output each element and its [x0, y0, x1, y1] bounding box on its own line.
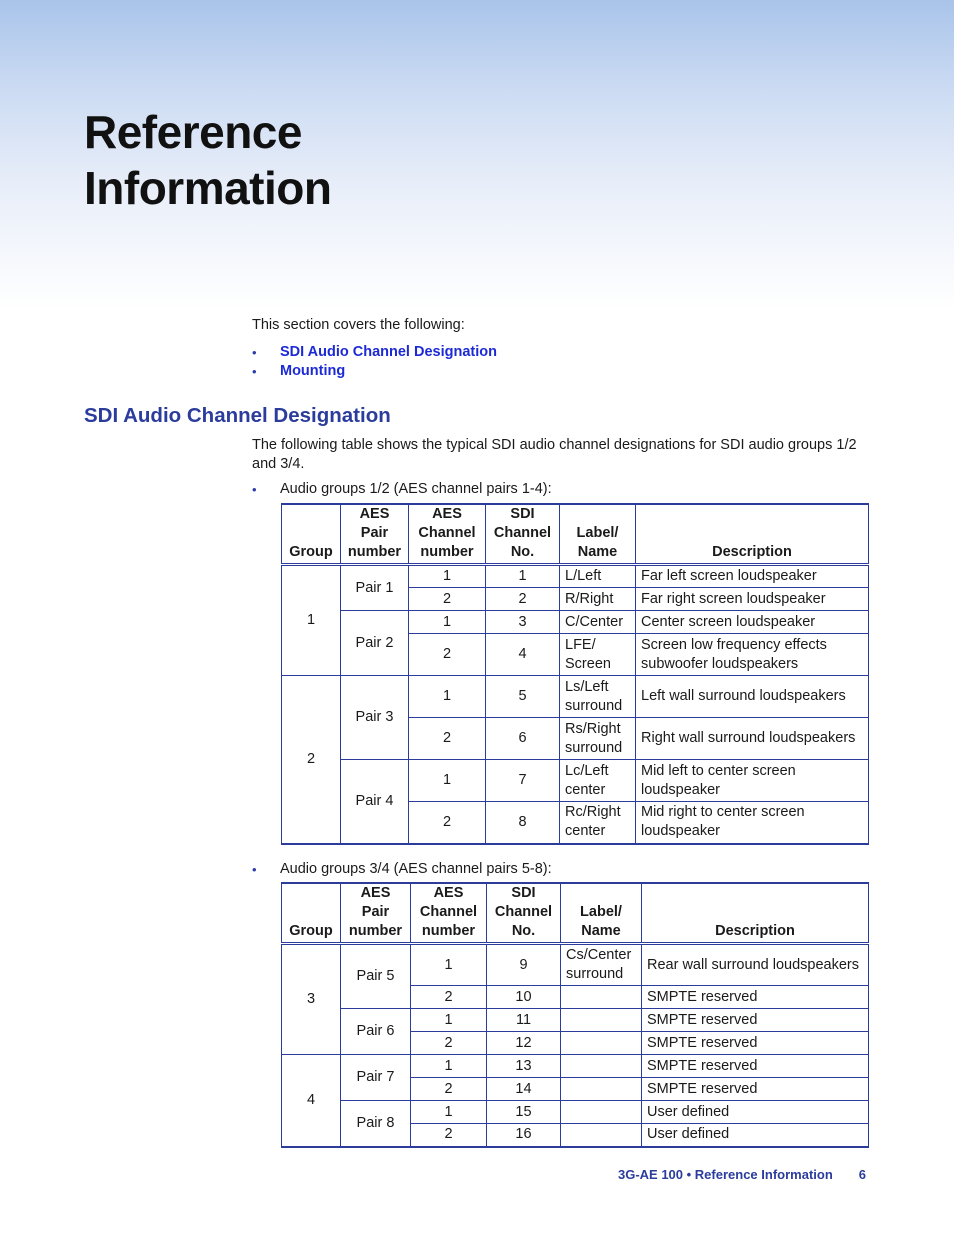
- sdi-channel-cell: 12: [487, 1032, 561, 1055]
- label-cell: Rs/Right surround: [560, 718, 636, 760]
- description-cell: SMPTE reserved: [642, 1078, 869, 1101]
- table-header-row: [282, 504, 869, 565]
- sdi-channel-cell: 8: [486, 802, 560, 844]
- header-description: Description: [642, 883, 869, 944]
- table-row: [282, 676, 869, 718]
- sdi-channel-cell: 1: [486, 565, 560, 588]
- table-row: [282, 565, 869, 588]
- aes-channel-cell: 2: [411, 1032, 487, 1055]
- page-footer: [618, 1167, 866, 1182]
- header-aes-channel: AES Channel number: [411, 883, 487, 944]
- header-aes-pair: AES Pair number: [341, 883, 411, 944]
- label-cell: Rc/Right center: [560, 802, 636, 844]
- sdi-channel-cell: 14: [487, 1078, 561, 1101]
- aes-channel-cell: 1: [409, 676, 486, 718]
- sdi-channel-cell: 4: [486, 634, 560, 676]
- aes-channel-cell: 1: [409, 565, 486, 588]
- sdi-channel-cell: 11: [487, 1009, 561, 1032]
- label-cell: L/Left: [560, 565, 636, 588]
- header-label: Label/ Name: [560, 504, 636, 565]
- label-cell: Ls/Left surround: [560, 676, 636, 718]
- pair-cell: Pair 7: [341, 1055, 411, 1101]
- pair-cell: Pair 2: [341, 611, 409, 676]
- label-cell: [561, 1032, 642, 1055]
- table-row: [282, 1055, 869, 1078]
- table-row: [282, 1009, 869, 1032]
- label-cell: [561, 1055, 642, 1078]
- table-row: [282, 1101, 869, 1124]
- sdi-channel-cell: 13: [487, 1055, 561, 1078]
- header-sdi-channel: SDI Channel No.: [486, 504, 560, 565]
- description-cell: Right wall surround loudspeakers: [636, 718, 869, 760]
- table2-caption-text: Audio groups 3/4 (AES channel pairs 5-8):: [280, 861, 552, 877]
- table2-caption: [252, 860, 552, 879]
- pair-cell: Pair 6: [341, 1009, 411, 1055]
- group-cell: 1: [282, 565, 341, 676]
- description-cell: Far right screen loudspeaker: [636, 588, 869, 611]
- description-cell: SMPTE reserved: [642, 986, 869, 1009]
- table-row: [282, 611, 869, 634]
- aes-channel-cell: 2: [411, 1078, 487, 1101]
- description-cell: Rear wall surround loudspeakers: [642, 944, 869, 986]
- toc-item: [252, 362, 497, 381]
- aes-channel-cell: 1: [411, 1101, 487, 1124]
- sdi-channel-cell: 2: [486, 588, 560, 611]
- aes-channel-cell: 2: [409, 634, 486, 676]
- footer-doc-title: 3G-AE 100 • Reference Information: [617, 1167, 833, 1182]
- table-row: [282, 944, 869, 986]
- sdi-channel-cell: 15: [487, 1101, 561, 1124]
- label-cell: C/Center: [560, 611, 636, 634]
- intro-text: This section covers the following:: [252, 317, 465, 333]
- page-title-line-1: Reference: [84, 106, 302, 158]
- aes-channel-cell: 1: [411, 1055, 487, 1078]
- header-aes-pair: AES Pair number: [341, 504, 409, 565]
- aes-channel-cell: 2: [409, 718, 486, 760]
- header-group: Group: [282, 504, 341, 565]
- aes-channel-cell: 1: [411, 944, 487, 986]
- label-cell: [561, 1101, 642, 1124]
- sdi-channel-cell: 3: [486, 611, 560, 634]
- label-cell: [561, 1009, 642, 1032]
- page-title-line-2: Information: [84, 162, 332, 214]
- toc-list: [252, 343, 497, 381]
- section-paragraph: The following table shows the typical SDI audio channel designations for SDI audio groups 1/2 and 3/4.: [252, 437, 857, 472]
- group-cell: 4: [282, 1055, 341, 1147]
- aes-channel-cell: 1: [409, 760, 486, 802]
- label-cell: R/Right: [560, 588, 636, 611]
- label-cell: [561, 1124, 642, 1147]
- toc-link-sdi-audio[interactable]: SDI Audio Channel Designation: [280, 344, 497, 360]
- group-cell: 2: [282, 676, 341, 844]
- table-row: [282, 760, 869, 802]
- aes-channel-cell: 2: [411, 1124, 487, 1147]
- sdi-channel-cell: 5: [486, 676, 560, 718]
- sdi-channel-cell: 7: [486, 760, 560, 802]
- description-cell: Mid right to center screen loudspeaker: [636, 802, 869, 844]
- pair-cell: Pair 5: [341, 944, 411, 1009]
- toc-link-mounting[interactable]: Mounting: [280, 363, 346, 379]
- sdi-channel-cell: 16: [487, 1124, 561, 1147]
- label-cell: [561, 986, 642, 1009]
- aes-channel-cell: 1: [409, 611, 486, 634]
- label-cell: [561, 1078, 642, 1101]
- header-sdi-channel: SDI Channel No.: [487, 883, 561, 944]
- group-cell: 3: [282, 944, 341, 1055]
- description-cell: SMPTE reserved: [642, 1009, 869, 1032]
- page-number: 6: [858, 1167, 866, 1182]
- description-cell: SMPTE reserved: [642, 1055, 869, 1078]
- pair-cell: Pair 8: [341, 1101, 411, 1147]
- description-cell: Mid left to center screen loudspeaker: [636, 760, 869, 802]
- header-group: Group: [282, 883, 341, 944]
- description-cell: Screen low frequency effects subwoofer loudspeakers: [636, 634, 869, 676]
- channel-table-groups-3-4: [281, 882, 869, 1148]
- description-cell: Center screen loudspeaker: [636, 611, 869, 634]
- sdi-channel-cell: 6: [486, 718, 560, 760]
- description-cell: Left wall surround loudspeakers: [636, 676, 869, 718]
- description-cell: Far left screen loudspeaker: [636, 565, 869, 588]
- pair-cell: Pair 3: [341, 676, 409, 760]
- label-cell: Lc/Left center: [560, 760, 636, 802]
- bullet-icon: •: [252, 862, 257, 877]
- label-cell: LFE/ Screen: [560, 634, 636, 676]
- bullet-icon: •: [252, 345, 257, 360]
- sdi-channel-cell: 10: [487, 986, 561, 1009]
- description-cell: SMPTE reserved: [642, 1032, 869, 1055]
- aes-channel-cell: 2: [411, 986, 487, 1009]
- aes-channel-cell: 2: [409, 802, 486, 844]
- header-label: Label/ Name: [561, 883, 642, 944]
- description-cell: User defined: [642, 1101, 869, 1124]
- pair-cell: Pair 1: [341, 565, 409, 611]
- section-heading: SDI Audio Channel Designation: [84, 404, 391, 427]
- channel-table-groups-1-2: [281, 503, 869, 845]
- table-header-row: [282, 883, 869, 944]
- bullet-icon: •: [252, 364, 257, 379]
- aes-channel-cell: 2: [409, 588, 486, 611]
- aes-channel-cell: 1: [411, 1009, 487, 1032]
- label-cell: Cs/Center surround: [561, 944, 642, 986]
- sdi-channel-cell: 9: [487, 944, 561, 986]
- header-description: Description: [636, 504, 869, 565]
- toc-item: [252, 343, 497, 362]
- table1-caption: [252, 480, 552, 499]
- description-cell: User defined: [642, 1124, 869, 1147]
- table1-caption-text: Audio groups 1/2 (AES channel pairs 1-4):: [280, 481, 552, 497]
- pair-cell: Pair 4: [341, 760, 409, 844]
- bullet-icon: •: [252, 482, 257, 497]
- header-aes-channel: AES Channel number: [409, 504, 486, 565]
- page-title: [84, 104, 331, 216]
